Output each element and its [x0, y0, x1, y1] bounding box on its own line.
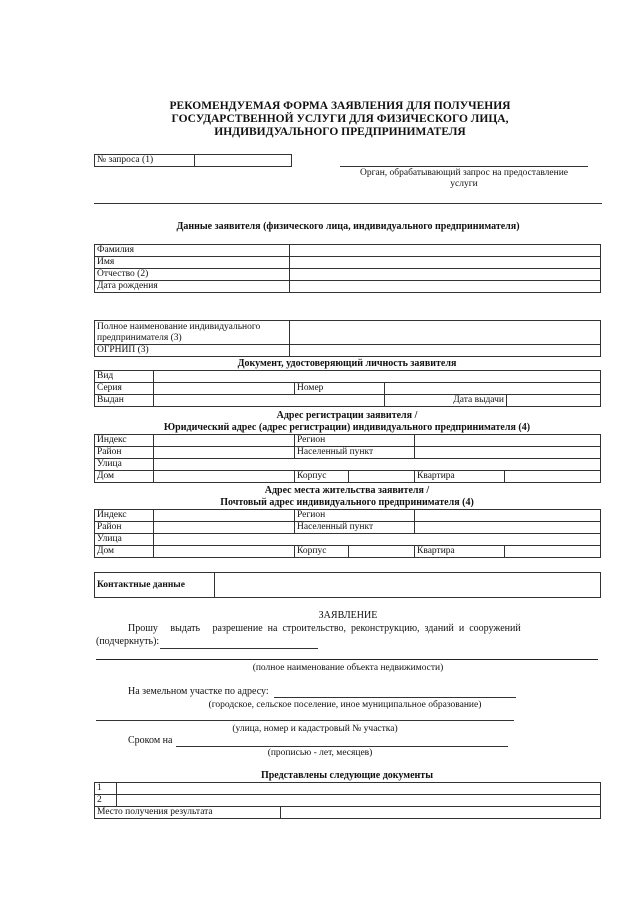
result-place-field[interactable] [281, 807, 601, 819]
request-number-label: № запроса (1) [95, 155, 195, 167]
postal-locality-field[interactable] [415, 522, 601, 534]
reg-index-field[interactable] [154, 435, 295, 447]
contacts-label: Контактные данные [95, 573, 215, 598]
object-name-line[interactable] [96, 659, 598, 660]
identity-doc-heading: Документ, удостоверяющий личность заявителя [237, 358, 457, 369]
applicant-heading: Данные заявителя (физического лица, индивидуального предпринимателя) [176, 221, 520, 232]
postal-building-label: Корпус [295, 546, 349, 558]
document-row-2-field[interactable] [117, 795, 601, 807]
surname-field[interactable] [290, 245, 601, 257]
street-hint: (улица, номер и кадастровый № участка) [232, 724, 398, 734]
postal-apartment-field[interactable] [505, 546, 601, 558]
doc-number-label: Номер [295, 383, 385, 395]
reg-street-label: Улица [95, 459, 154, 471]
doc-issued-field[interactable] [154, 395, 385, 407]
documents-table [94, 782, 601, 819]
title-line-3: ИНДИВИДУАЛЬНОГО ПРЕДПРИНИМАТЕЛЯ [214, 126, 466, 138]
postal-index-label: Индекс [95, 510, 154, 522]
title-line-1: РЕКОМЕНДУЕМАЯ ФОРМА ЗАЯВЛЕНИЯ ДЛЯ ПОЛУЧЕНИЯ [169, 100, 511, 112]
form-title [120, 100, 560, 139]
postal-address-table [94, 509, 601, 558]
ogrnip-label: ОГРНИП (3) [95, 345, 290, 357]
reg-house-label: Дом [95, 471, 154, 483]
statement-heading: ЗАЯВЛЕНИЕ [318, 610, 378, 621]
postal-locality-label: Населенный пункт [295, 522, 415, 534]
birth-date-label: Дата рождения [95, 281, 290, 293]
reg-address-heading-line-2: Юридический адрес (адрес регистрации) индивидуального предпринимателя (4) [163, 422, 531, 433]
postal-index-field[interactable] [154, 510, 295, 522]
term-hint: (прописью - лет, месяцев) [267, 748, 373, 758]
reg-locality-field[interactable] [415, 447, 601, 459]
birth-date-field[interactable] [290, 281, 601, 293]
ogrnip-field[interactable] [290, 345, 601, 357]
reg-district-label: Район [95, 447, 154, 459]
entrepreneur-name-field[interactable] [290, 321, 601, 345]
doc-issue-date-label: Дата выдачи [385, 395, 507, 407]
document-row-2-number: 2 [95, 795, 117, 807]
contacts-field[interactable] [215, 573, 601, 598]
postal-region-label: Регион [295, 510, 415, 522]
request-number-table [94, 154, 292, 167]
reg-address-heading-line-1: Адрес регистрации заявителя / [276, 410, 418, 421]
street-line[interactable] [96, 720, 514, 721]
underline-prompt: (подчеркнуть): [96, 636, 160, 647]
result-place-label: Место получения результата [95, 807, 281, 819]
doc-series-field[interactable] [154, 383, 295, 395]
entrepreneur-name-label-line-1: Полное наименование индивидуального [97, 321, 261, 332]
postal-street-field[interactable] [154, 534, 601, 546]
entrepreneur-table [94, 320, 601, 357]
postal-district-field[interactable] [154, 522, 295, 534]
authority-caption-line-1: Орган, обрабатывающий запрос на предоставление [359, 168, 569, 178]
term-label: Сроком на [128, 735, 173, 746]
document-row-1-field[interactable] [117, 783, 601, 795]
postal-street-label: Улица [95, 534, 154, 546]
land-plot-label: На земельном участке по адресу: [128, 686, 269, 697]
object-name-hint: (полное наименование объекта недвижимости) [252, 663, 444, 673]
reg-region-field[interactable] [415, 435, 601, 447]
name-field[interactable] [290, 257, 601, 269]
land-plot-hint: (городское, сельское поселение, иное муниципальное образование) [208, 700, 482, 710]
reg-address-heading [94, 410, 600, 434]
name-label: Имя [95, 257, 290, 269]
doc-type-label: Вид [95, 371, 154, 383]
request-number-field[interactable] [195, 155, 292, 167]
patronymic-field[interactable] [290, 269, 601, 281]
title-line-2: ГОСУДАРСТВЕННОЙ УСЛУГИ ДЛЯ ФИЗИЧЕСКОГО ЛИЦА, [171, 113, 509, 125]
underline-choice-line[interactable] [160, 648, 318, 649]
doc-issued-label: Выдан [95, 395, 154, 407]
term-line[interactable] [176, 746, 508, 747]
postal-address-heading-line-1: Адрес места жительства заявителя / [264, 485, 430, 496]
reg-district-field[interactable] [154, 447, 295, 459]
surname-label: Фамилия [95, 245, 290, 257]
doc-number-field[interactable] [385, 383, 601, 395]
reg-building-field[interactable] [349, 471, 415, 483]
contacts-table [94, 572, 601, 598]
postal-apartment-label: Квартира [415, 546, 505, 558]
entrepreneur-name-label-line-2: предпринимателя (3) [97, 332, 182, 343]
postal-house-field[interactable] [154, 546, 295, 558]
documents-heading: Представлены следующие документы [260, 770, 434, 781]
entrepreneur-name-label [95, 321, 290, 345]
postal-house-label: Дом [95, 546, 154, 558]
reg-address-table [94, 434, 601, 483]
reg-street-field[interactable] [154, 459, 601, 471]
patronymic-label: Отчество (2) [95, 269, 290, 281]
reg-locality-label: Населенный пункт [295, 447, 415, 459]
postal-address-heading-line-2: Почтовый адрес индивидуального предпринимателя (4) [220, 497, 474, 508]
doc-series-label: Серия [95, 383, 154, 395]
doc-issue-date-field[interactable] [507, 395, 601, 407]
separator-line [94, 203, 602, 204]
postal-district-label: Район [95, 522, 154, 534]
land-plot-line[interactable] [274, 697, 516, 698]
reg-apartment-label: Квартира [415, 471, 505, 483]
authority-caption [340, 168, 588, 190]
reg-building-label: Корпус [295, 471, 349, 483]
applicant-table [94, 244, 601, 293]
identity-doc-table [94, 370, 601, 407]
reg-index-label: Индекс [95, 435, 154, 447]
statement-request-line: Прошу выдать разрешение на строительство, реконструкцию, зданий и сооружений [128, 623, 521, 634]
reg-house-field[interactable] [154, 471, 295, 483]
postal-region-field[interactable] [415, 510, 601, 522]
postal-address-heading [94, 485, 600, 509]
reg-region-label: Регион [295, 435, 415, 447]
postal-building-field[interactable] [349, 546, 415, 558]
authority-line[interactable] [340, 166, 588, 167]
authority-caption-line-2: услуги [450, 179, 478, 189]
reg-apartment-field[interactable] [505, 471, 601, 483]
document-row-1-number: 1 [95, 783, 117, 795]
doc-type-field[interactable] [154, 371, 601, 383]
